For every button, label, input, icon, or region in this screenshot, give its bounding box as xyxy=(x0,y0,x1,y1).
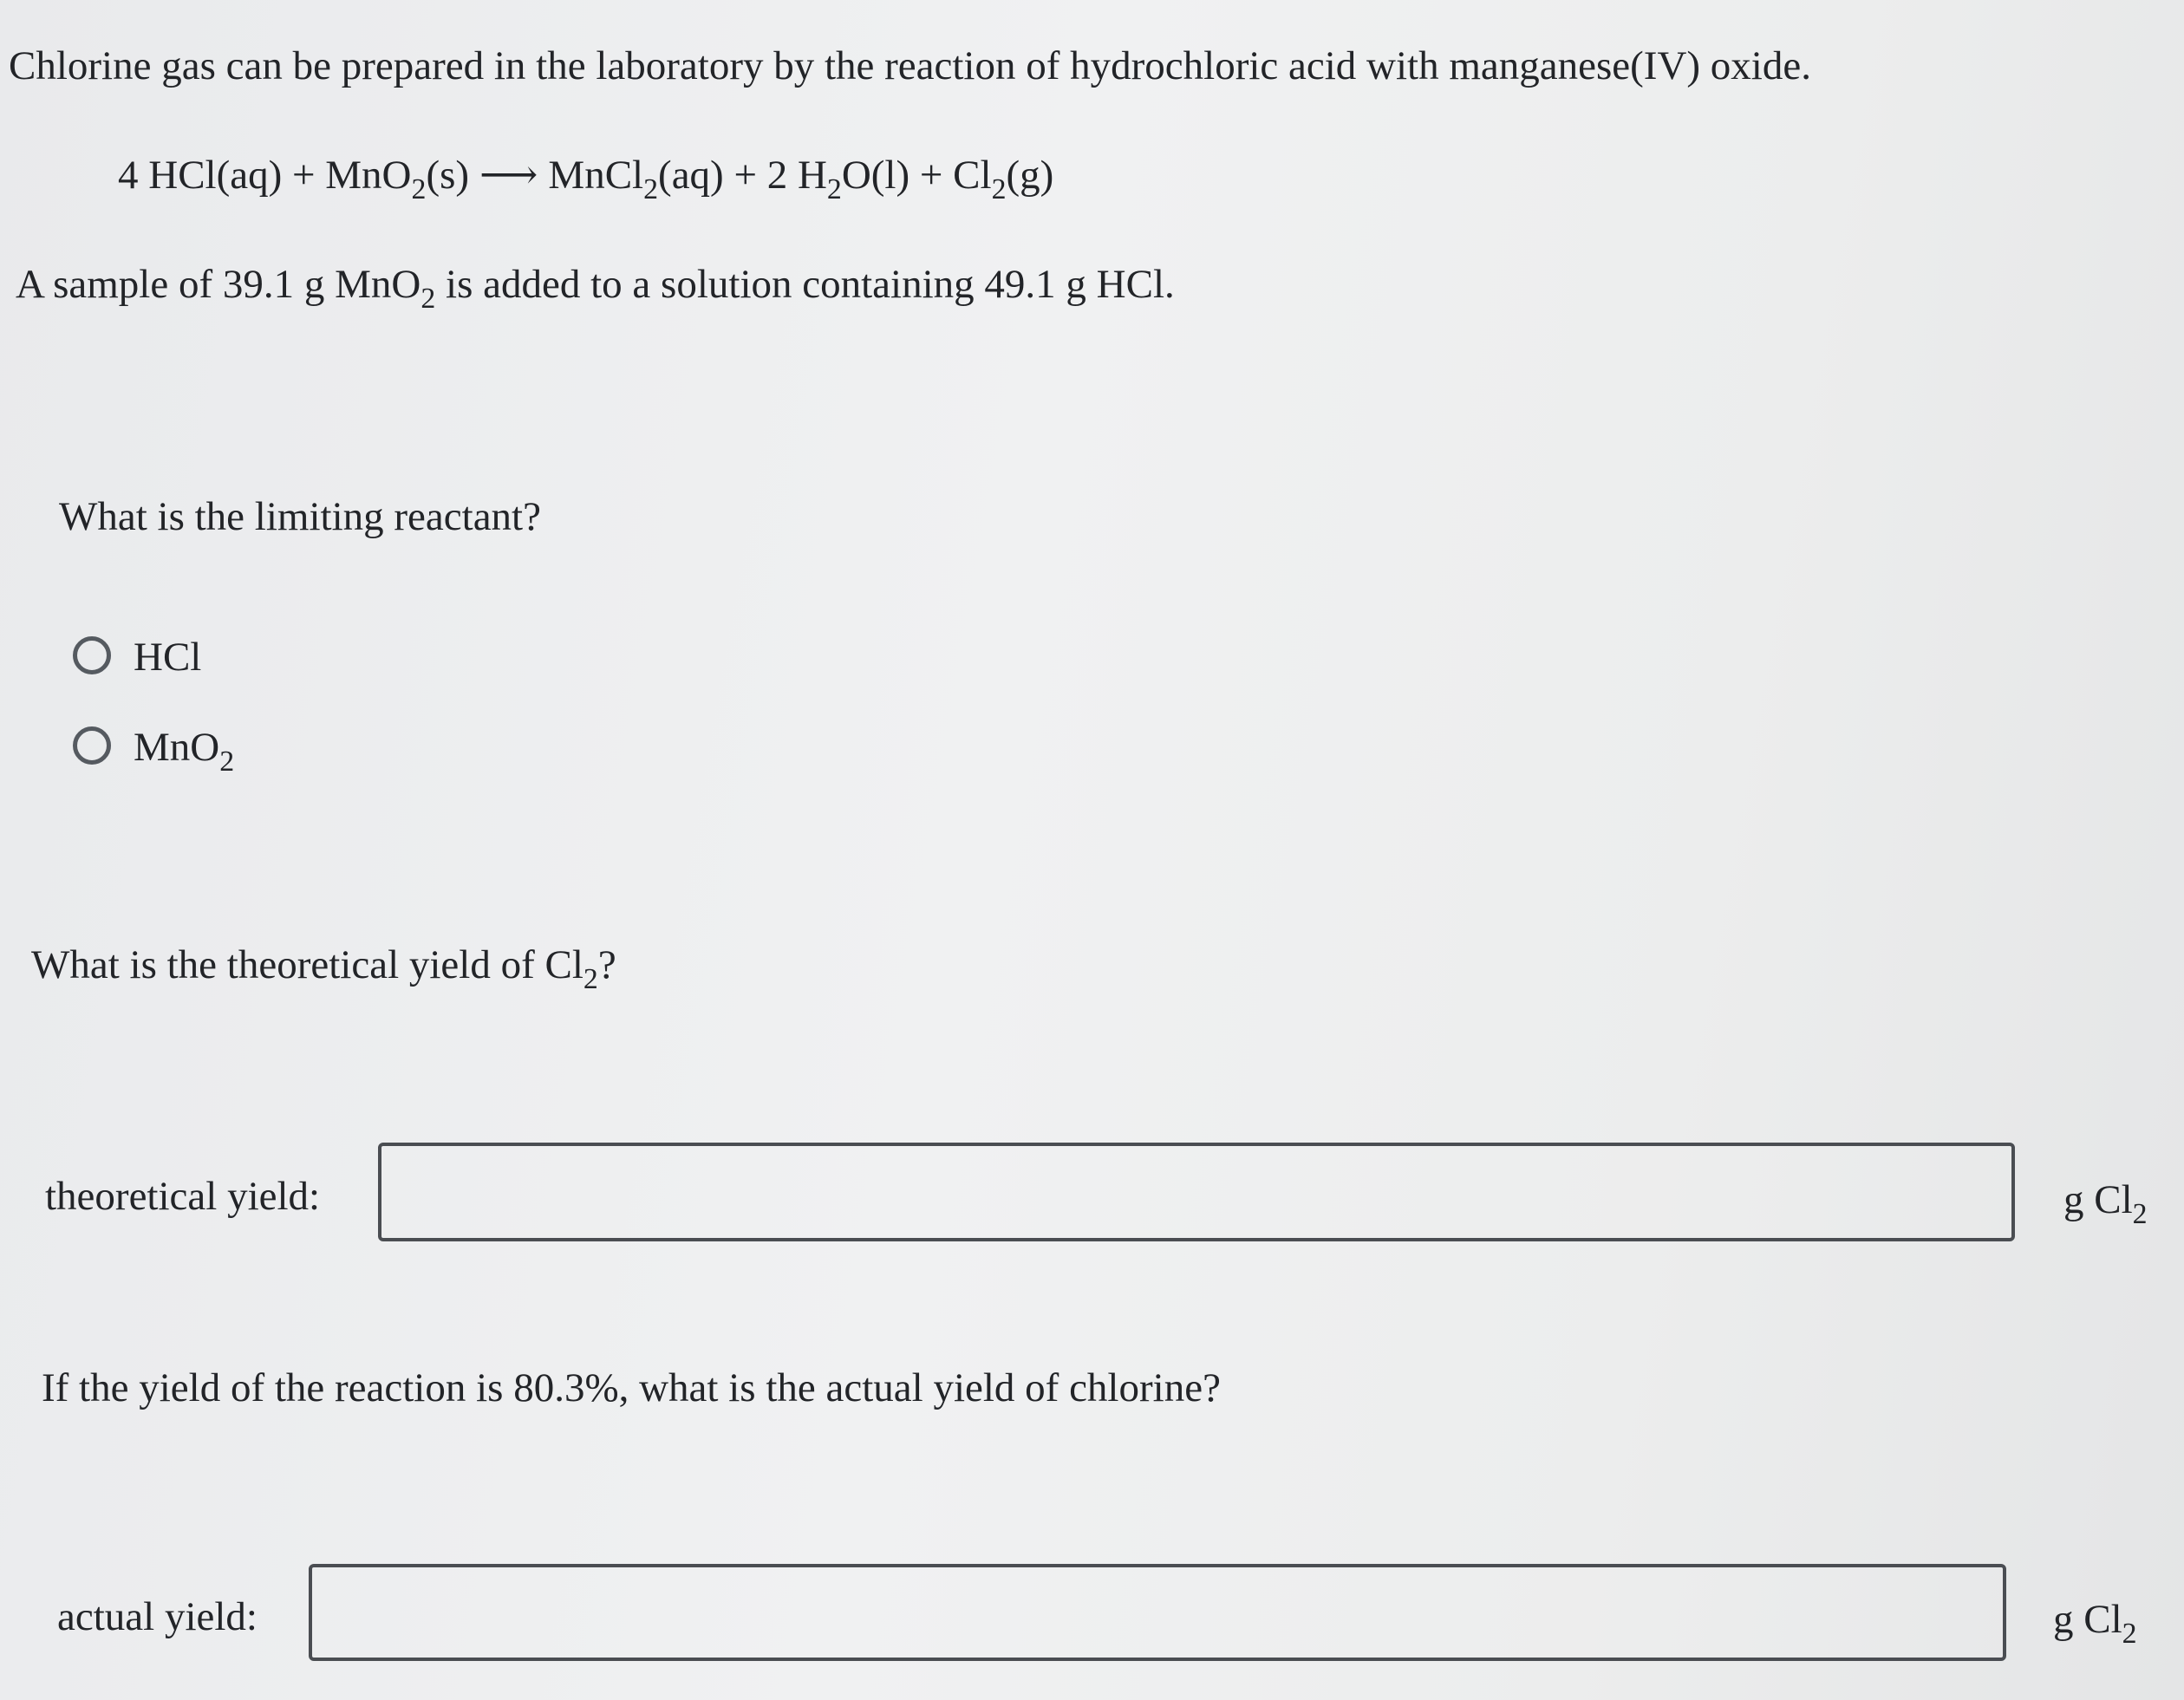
chemical-equation: 4 HCl(aq) + MnO$_2$(s) ⟶ MnCl$_2$(aq) + 2 $H_2O(l) + Cl_2(g)$ xyxy=(118,153,1054,205)
intro-text: Chlorine gas can be prepared in the laboratory by the reaction of hydrochloric acid with manganese(IV) oxide. xyxy=(9,43,1811,88)
actual-yield-question: If the yield of the reaction is 80.3%, what is the actual yield of chlorine? xyxy=(42,1365,1221,1410)
limiting-reactant-question: What is the limiting reactant? xyxy=(59,494,541,539)
actual-yield-unit: g $Cl_2$ xyxy=(2053,1597,2137,1650)
theoretical-yield-unit: g $Cl_2$ xyxy=(2063,1177,2148,1230)
radio-hcl[interactable] xyxy=(73,636,111,674)
option-hcl-label[interactable]: HCl xyxy=(134,635,202,680)
actual-yield-label: actual yield: xyxy=(57,1594,258,1639)
radio-mno2[interactable] xyxy=(73,726,111,765)
reaction-arrow: ⟶ xyxy=(479,153,538,198)
theoretical-yield-input[interactable] xyxy=(378,1143,2015,1241)
sample-text: A sample of 39.1 g MnO$_2$ is added to a solution containing 49.1 g HCl. xyxy=(16,262,1175,315)
theoretical-yield-label: theoretical yield: xyxy=(45,1174,321,1219)
option-mno2-label[interactable]: MnO$_2$ xyxy=(134,725,235,778)
actual-yield-input[interactable] xyxy=(309,1564,2006,1661)
theoretical-yield-question: What is the theoretical yield of $Cl_2$? xyxy=(31,942,616,995)
